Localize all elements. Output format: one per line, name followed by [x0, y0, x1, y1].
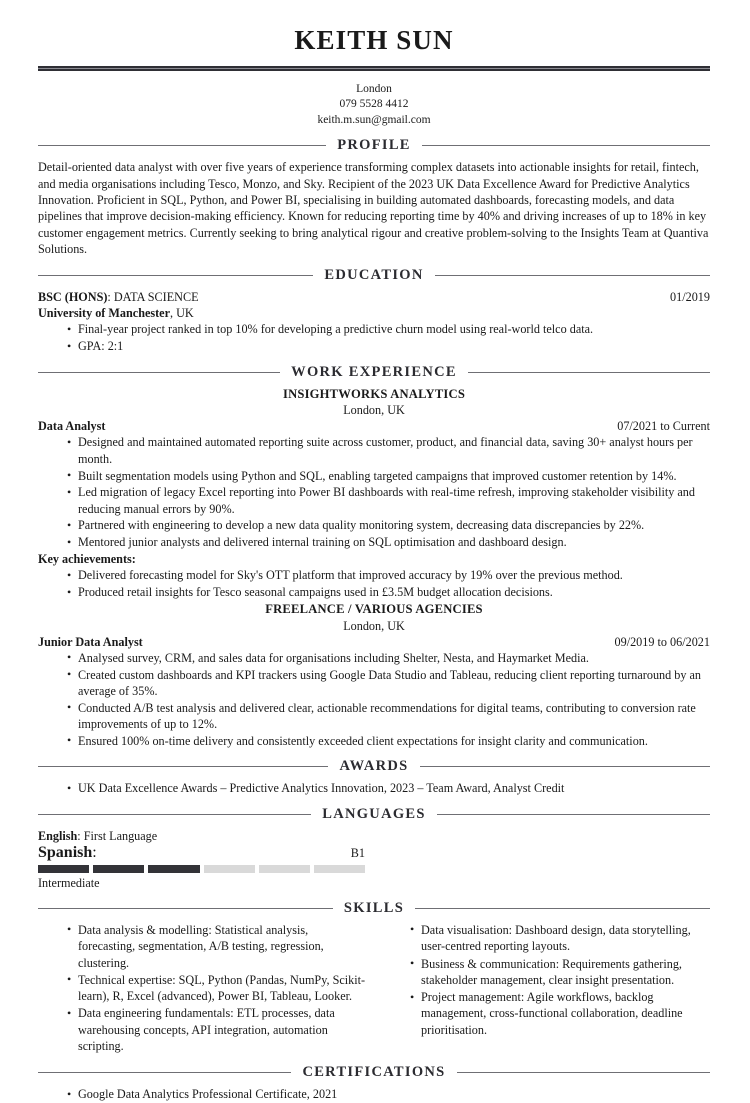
list-item: • Data engineering fundamentals: ETL processes, data warehousing concepts, API integration, automation scripting.: [68, 1005, 367, 1054]
job-date: 07/2021 to Current: [617, 419, 710, 434]
rule-right: [457, 1072, 710, 1073]
rule-left: [38, 814, 311, 815]
degree-line: [38, 289, 199, 305]
job-achievements: [38, 567, 710, 600]
section-heading-languages: [38, 806, 710, 823]
list-item: • Led migration of legacy Excel reporting into Power BI dashboards with real-time refresh, improving stakeholder visibility and reducing manual errors by 90%.: [68, 484, 710, 517]
skills-columns: [38, 922, 710, 1055]
section-heading-education: [38, 267, 710, 284]
list-item: • Business & communication: Requirements gathering, stakeholder management, clear insight presentation.: [411, 956, 710, 989]
section-title: SKILLS: [343, 899, 405, 916]
resume-header: [38, 0, 710, 128]
job-title: Junior Data Analyst: [38, 634, 143, 649]
job-entry: [38, 601, 710, 749]
company-location: London, UK: [343, 618, 405, 633]
language-spanish: [38, 844, 365, 862]
language-english: [38, 828, 710, 844]
job-title: Data Analyst: [38, 419, 106, 434]
section-title: PROFILE: [337, 137, 411, 154]
language-proficiency-meter: [38, 865, 365, 873]
rule-left: [38, 1072, 291, 1073]
meter-segment: [38, 865, 89, 873]
education-date: 01/2019: [670, 289, 710, 304]
degree-field: : DATA SCIENCE: [107, 289, 199, 304]
section-heading-work-experience: [38, 364, 710, 381]
education-bullets: [38, 321, 710, 354]
company-name: FREELANCE / VARIOUS AGENCIES: [265, 602, 483, 617]
awards-bullets: [38, 780, 710, 796]
rule-right: [420, 766, 710, 767]
rule-right: [435, 275, 710, 276]
list-item: • Mentored junior analysts and delivered internal training on SQL optimisation and dashboard design.: [68, 534, 710, 550]
rule-left: [38, 766, 328, 767]
skills-column-right: [381, 922, 710, 1055]
list-item: • Built segmentation models using Python and SQL, enabling targeted campaigns that improved customer retention by 14%.: [68, 468, 710, 484]
list-item: • Project management: Agile workflows, backlog management, cross-functional collaboration, deadline prioritisation.: [411, 989, 710, 1038]
job-bullets: [38, 434, 710, 550]
list-item: • Technical expertise: SQL, Python (Pandas, NumPy, Scikit-learn), R, Excel (advanced), Power BI, Tableau, Looker.: [68, 972, 367, 1005]
meter-segment: [93, 865, 144, 873]
list-item: • Analysed survey, CRM, and sales data for organisations including Shelter, Nesta, and Haymarket Media.: [68, 650, 710, 666]
section-heading-skills: [38, 900, 710, 917]
contact-email: keith.m.sun@gmail.com: [317, 113, 431, 126]
section-heading-certifications: [38, 1064, 710, 1081]
school-name: University of Manchester: [38, 306, 170, 321]
rule-left: [38, 275, 313, 276]
list-item: • GPA: 2:1: [68, 338, 710, 354]
section-title: EDUCATION: [324, 266, 424, 283]
job-entry: [38, 386, 710, 601]
meter-segment: [204, 865, 255, 873]
contact-phone: 079 5528 4412: [339, 98, 409, 111]
list-item: • Data visualisation: Dashboard design, data storytelling, user-centred reporting layouts.: [411, 922, 710, 955]
certifications-bullets: [38, 1086, 710, 1102]
rule-right: [422, 145, 710, 146]
language-name: English: [38, 828, 78, 843]
language-value: : First Language: [77, 828, 158, 843]
job-title-row: [38, 418, 710, 434]
rule-right: [415, 908, 710, 909]
list-item: • Google Data Analytics Professional Certificate, 2021: [68, 1086, 710, 1102]
company-location: London, UK: [343, 403, 405, 418]
list-item: • Ensured 100% on-time delivery and consistently exceeded client expectations for insight clarity and communication.: [68, 733, 710, 749]
rule-right: [437, 814, 710, 815]
rule-left: [38, 145, 326, 146]
job-date: 09/2019 to 06/2021: [614, 634, 710, 649]
section-heading-awards: [38, 758, 710, 775]
profile-text: Detail-oriented data analyst with over five years of experience transforming complex datasets into actionable insights for retail, fintech, and media organisations including Tesco, Monzo, and Sky. Recipient of the 2023 UK Data Excellence Award for Predictive Analytics Innovation. Proficient in SQL, Python, and Power BI, specialising in building automated dashboards, forecasting models, and data pipelines that improve decision-making efficiency. Known for reducing reporting time by 40% and driving increases of up to 18% in key customer engagement metrics. Currently seeking to bring analytical rigour and creative problem-solving to the Insights Team at Quantiva Solutions.: [38, 160, 709, 257]
meter-segment: [259, 865, 310, 873]
language-colon: :: [92, 843, 97, 861]
language-name: Spanish: [38, 843, 93, 861]
meter-segment: [148, 865, 199, 873]
contact-block: [38, 82, 710, 129]
contact-location: London: [356, 82, 392, 95]
education-entry-header: [38, 289, 710, 305]
rule-left: [38, 908, 333, 909]
school-line: [38, 305, 710, 321]
section-title: AWARDS: [339, 758, 409, 775]
key-achievements-label: Key achievements:: [38, 552, 136, 567]
degree-label: BSC (HONS): [38, 289, 108, 304]
section-title: LANGUAGES: [322, 805, 426, 822]
rule-left: [38, 372, 280, 373]
list-item: • Delivered forecasting model for Sky's OTT platform that improved accuracy by 19% over the previous method.: [68, 567, 710, 583]
section-title: WORK EXPERIENCE: [291, 363, 457, 380]
language-level-code: B1: [350, 845, 365, 860]
list-item: • Data analysis & modelling: Statistical analysis, forecasting, segmentation, A/B testing, regression, clustering.: [68, 922, 367, 971]
list-item: • Conducted A/B test analysis and delivered clear, actionable recommendations for digital teams, contributing to conversion rate improvements of up to 12%.: [68, 700, 710, 733]
language-level-name: Intermediate: [38, 875, 100, 890]
skills-column-left: [38, 922, 367, 1055]
list-item: • Created custom dashboards and KPI trackers using Google Data Studio and Tableau, reducing client reporting turnaround by an average of 35%.: [68, 667, 710, 700]
job-title-row: [38, 634, 710, 650]
header-divider: [38, 66, 710, 71]
school-country: , UK: [170, 306, 194, 321]
list-item: • Designed and maintained automated reporting suite across customer, product, and financial data, saving 30+ analyst hours per month.: [68, 434, 710, 467]
list-item: • Produced retail insights for Tesco seasonal campaigns used in £3.5M budget allocation decisions.: [68, 584, 710, 600]
section-title: CERTIFICATIONS: [302, 1064, 446, 1081]
rule-right: [468, 372, 710, 373]
job-bullets: [38, 650, 710, 749]
list-item: • UK Data Excellence Awards – Predictive Analytics Innovation, 2023 – Team Award, Analyst Credit: [68, 780, 710, 796]
list-item: • Partnered with engineering to develop a new data quality monitoring system, decreasing data discrepancies by 22%.: [68, 517, 710, 533]
company-name: INSIGHTWORKS ANALYTICS: [282, 386, 466, 401]
section-heading-profile: [38, 137, 710, 154]
candidate-name: KEITH SUN: [294, 25, 454, 55]
list-item: • Final-year project ranked in top 10% for developing a predictive churn model using real-world telco data.: [68, 321, 710, 337]
meter-segment: [314, 865, 365, 873]
